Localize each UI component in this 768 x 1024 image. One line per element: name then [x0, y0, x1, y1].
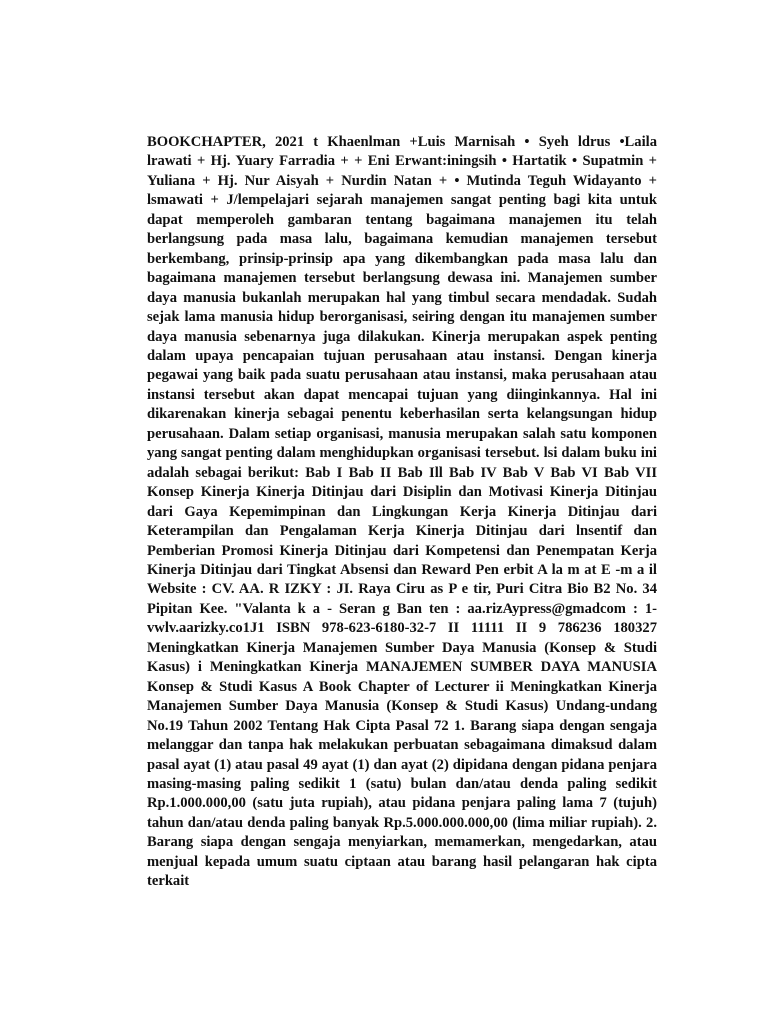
body-text: BOOKCHAPTER, 2021 t Khaenlman +Luis Marnisah • Syeh ldrus •Laila lrawati + Hj. Yuary Farradia + + Eni Erwant:iningsih • Hartatik • Supatmin + Yuliana + Hj. Nur Aisyah + Nurdin Natan + • Mutinda Teguh Widayanto + lsmawati + J/lempelajari sejarah manajemen sangat penting bagi kita untuk dapat memperoleh gambaran tentang bagaimana manajemen itu telah berlangsung pada masa lalu, bagaimana kemudian manajemen tersebut berkembang, prinsip-prinsip apa yang dikembangkan pada masa lalu dan bagaimana manajemen tersebut berlangsung dewasa ini. Manajemen sumber daya manusia bukanlah merupakan hal yang timbul secara mendadak. Sudah sejak lama manusia hidup berorganisasi, seiring dengan itu manajemen sumber daya manusia sebenarnya juga dilakukan. Kinerja merupakan aspek penting dalam upaya pencapaian tujuan perusahaan atau instansi. Dengan kinerja pegawai yang baik pada suatu perusahaan atau instansi, maka perusahaan atau instansi tersebut akan dapat mencapai tujuan yang diinginkannya. Hal ini dikarenakan kinerja sebagai penentu keberhasilan serta kelangsungan hidup perusahaan. Dalam setiap organisasi, manusia merupakan salah satu komponen yang sangat penting dalam menghidupkan organisasi tersebut. lsi dalam buku ini adalah sebagai berikut: Bab I Bab II Bab Ill Bab IV Bab V Bab VI Bab VII Konsep Kinerja Kinerja Ditinjau dari Disiplin dan Motivasi Kinerja Ditinjau dari Gaya Kepemimpinan dan Lingkungan Kerja Kinerja Ditinjau dari Keterampilan dan Pengalaman Kerja Kinerja Ditinjau dari lnsentif dan Pemberian Promosi Kinerja Ditinjau dari Kompetensi dan Penempatan Kerja Kinerja Ditinjau dari Tingkat Absensi dan Reward Pen erbit A la m at E -m a il Website : CV. AA. R IZKY : JI. Raya Ciru as P e tir, Puri Citra Bio B2 No. 34 Pipitan Kee. "Valanta k a - Seran g Ban ten : aa.rizAypress@gmadcom : 1-vwlv.aarizky.co1J1 ISBN 978-623-6180-32-7 II 11111 II 9 786236 180327 Meningkatkan Kinerja Manajemen Sumber Daya Manusia (Konsep & Studi Kasus) i Meningkatkan Kinerja MANAJEMEN SUMBER DAYA MANUSIA Konsep & Studi Kasus A Book Chapter of Lecturer ii Meningkatkan Kinerja Manajemen Sumber Daya Manusia (Konsep & Studi Kasus) Undang-undang No.19 Tahun 2002 Tentang Hak Cipta Pasal 72 1. Barang siapa dengan sengaja melanggar dan tanpa hak melakukan perbuatan sebagaimana dimaksud dalam pasal ayat (1) atau pasal 49 ayat (1) dan ayat (2) dipidana dengan pidana penjara masing-masing paling sedikit 1 (satu) bulan dan/atau denda paling sedikit Rp.1.000.000,00 (satu juta rupiah), atau pidana penjara paling lama 7 (tujuh) tahun dan/atau denda paling banyak Rp.5.000.000.000,00 (lima miliar rupiah). 2. Barang siapa dengan sengaja menyiarkan, memamerkan, mengedarkan, atau menjual kepada umum suatu ciptaan atau barang hasil pelangaran hak cipta terkait [147, 134, 657, 890]
